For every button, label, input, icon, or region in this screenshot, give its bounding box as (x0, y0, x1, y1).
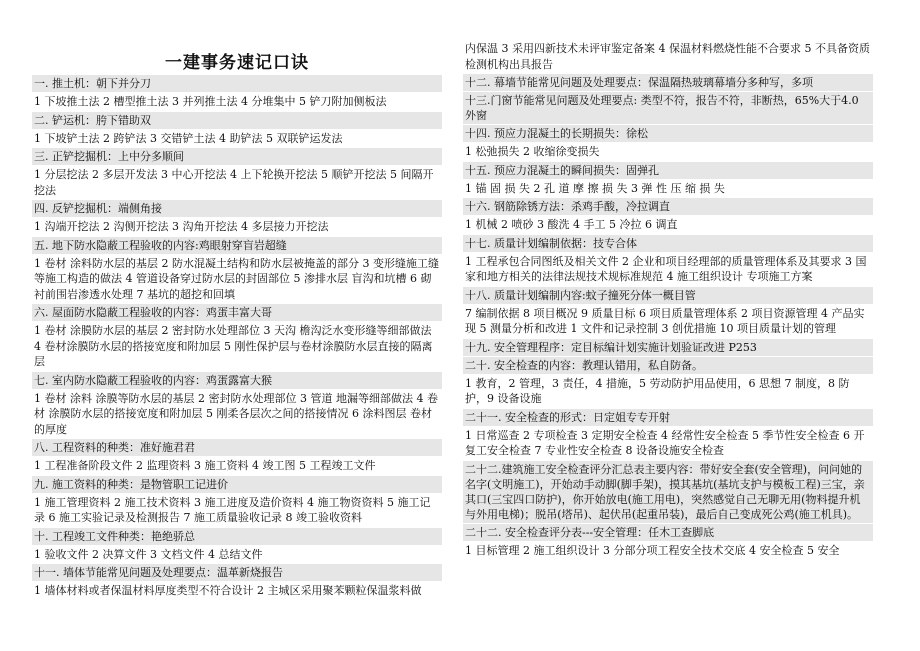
section-body: 1 下坡铲土法 2 跨铲法 3 交错铲土法 4 助铲法 5 双联铲运发法 (34, 131, 343, 145)
section-heading: 二十. 安全检查的内容：教理认错用，私自防备。 (463, 357, 873, 374)
right-column (463, 40, 873, 560)
section-body: 1 日常巡查 2 专项检查 3 定期安全检查 4 经常性安全检查 5 季节性安全检查 6 开复工安全检查 7 专业性安全检查 8 设备设施安全检查 (465, 428, 865, 457)
section-heading: 十七. 质量计划编制依据：技专合体 (463, 235, 873, 252)
section-body: 1 松弛损失 2 收缩徐变损失 (465, 145, 600, 158)
section-heading: 九. 施工资料的种类：是物管职工记进价 (32, 476, 442, 493)
section-body: 内保温 3 采用四新技术未评审鉴定备案 4 保温材料燃烧性能不合要求 5 不具备资质检测机构出具报告 (465, 42, 870, 71)
section-body: 1 工程准备阶段文件 2 监理资料 3 施工资料 4 竣工图 5 工程竣工文件 (34, 459, 376, 472)
section-heading: 十. 工程竣工文件种类：艳绝骄总 (32, 528, 442, 545)
section-body: 1 下坡推土法 2 槽型推土法 3 并列推土法 4 分堆集中 5 铲刀附加侧板法 (34, 95, 387, 108)
section-body: 7 编制依据 8 项目概况 9 质量目标 6 项目质量管理体系 2 项目资源管理 4 产品实现 5 测量分析和改进 1 文件和记录控制 3 创优措施 10 项目质量计划的管理 (465, 306, 865, 335)
section-heading: 二. 铲运机：胯下错助双 (32, 112, 442, 129)
section-heading: 三. 正铲挖掘机：上中分多顺间 (32, 148, 442, 165)
section-heading: 二十一. 安全检查的形式：日定姐专专开射 (463, 409, 873, 426)
left-column (32, 75, 442, 601)
section-heading: 八. 工程资料的种类：准好施君君 (32, 439, 442, 456)
section-body: 1 工程承包合同图纸及相关文件 2 企业和项目经理部的质量管理体系及其要求 3 国家和地方相关的法律法规技术规标准规范 4 施工组织设计 专项施工方案 (465, 254, 867, 283)
section-heading: 十四. 预应力混凝土的长期损失：徐松 (463, 125, 873, 142)
section-heading: 四. 反铲挖掘机：端侧角接 (32, 200, 442, 217)
page-title: 一建事务速记口诀 (165, 53, 309, 73)
section-body: 1 目标管理 2 施工组织设计 3 分部分项工程安全技术交底 4 安全检查 5 安全 (465, 543, 840, 557)
section-heading: 十三.门窗节能常见问题及处理要点: 类型不符，报告不符，非断热，65%大于4.0 外窗 (463, 92, 873, 124)
section-heading: 六. 屋面防水隐蔽工程验收的内容：鸡蛋丰富大哥 (32, 304, 442, 321)
section-heading: 一. 推土机：朝下并分刀 (32, 75, 442, 92)
section-heading: 十九. 安全管理程序：定目标编计划实施计划验证改进 P253 (463, 339, 873, 356)
section-body: 1 锚 固 损 失 2 孔 道 摩 擦 损 失 3 弹 性 压 缩 损 失 (465, 181, 725, 195)
section-heading: 五. 地下防水隐蔽工程验收的内容:鸡眼射穿盲岩超缝 (32, 237, 442, 254)
section-heading: 二十二. 安全检查评分表---安全管理：任木工查脚底 (463, 524, 873, 541)
section-body: 1 卷材 涂料 涂膜等防水层的基层 2 密封防水处理部位 3 管道 地漏等细部做法 4 卷材 涂膜防水层的搭接宽度和附加层 5 刚柔各层次之间的搭接情况 6 涂料图层 卷材的厚度 (34, 391, 438, 436)
section-heading: 二十二.建筑施工安全检查评分汇总表主要内容：带好安全套(安全管理)，问问她的名字(文明施工)，开始动手动脚(脚手架)，摸其基坑(基坑支护与模板工程)三宝，亲其口(三宝四口防护)，你开始放电(施工用电)，突然感觉自己无聊无用(物料提升机与外用电梯)；脱吊(塔吊)、起伏吊(起重吊装)，最后自己变成死公鸡(施工机具)。 (463, 461, 873, 523)
section-heading: 十二. 幕墙节能常见问题及处理要点：保温隔热玻璃幕墙分多种写，多项 (463, 74, 873, 91)
section-body: 1 墙体材料或者保温材料厚度类型不符合设计 2 主城区采用聚苯颗粒保温浆料做 (34, 584, 422, 597)
section-body: 1 卷材 涂膜防水层的基层 2 密封防水处理部位 3 天沟 檐沟泛水变形缝等细部做法 4 卷材涂膜防水层的搭接宽度和附加层 5 刚性保护层与卷材涂膜防水层直接的隔离层 (34, 324, 433, 368)
section-body: 1 卷材 涂料防水层的基层 2 防水混凝土结构和防水层被掩盖的部分 3 变形缝施工缝等施工构造的做法 4 管道设备穿过防水层的封固部位 5 渗排水层 盲沟和坑槽 6 砌衬前围岩渗透水处理 7 基坑的超挖和回填 (34, 256, 439, 301)
section-heading: 十六. 钢筋除锈方法：杀鸡手酸，冷拉调直 (463, 198, 873, 215)
section-body: 1 分层挖法 2 多层开发法 3 中心开挖法 4 上下轮换开挖法 5 顺铲开挖法 5 间隔开挖法 (34, 168, 434, 197)
section-body: 1 教育，2 管理，3 责任，4 措施，5 劳动防护用品使用，6 思想 7 制度，8 防护，9 设备设施 (465, 376, 850, 405)
section-heading: 十八. 质量计划编制内容:蚊子撞死分体一概目管 (463, 287, 873, 304)
section-heading: 七. 室内防水隐蔽工程验收的内容：鸡蛋露富大猴 (32, 372, 442, 389)
section-body: 1 沟端开挖法 2 沟侧开挖法 3 沟角开挖法 4 多层接力开挖法 (34, 220, 329, 233)
section-heading: 十一. 墙体节能常见问题及处理要点：温革新烧报告 (32, 564, 442, 581)
section-body: 1 施工管理资料 2 施工技术资料 3 施工进度及造价资料 4 施工物资资料 5 施工记录 6 施工实验记录及检测报告 7 施工质量验收记录 8 竣工验收资料 (34, 495, 431, 524)
section-body: 1 验收文件 2 决算文件 3 文档文件 4 总结文件 (34, 547, 263, 561)
section-heading: 十五. 预应力混凝土的瞬间损失：固弹孔 (463, 162, 873, 179)
section-body: 1 机械 2 喷砂 3 酸洗 4 手工 5 冷拉 6 调直 (465, 218, 678, 231)
